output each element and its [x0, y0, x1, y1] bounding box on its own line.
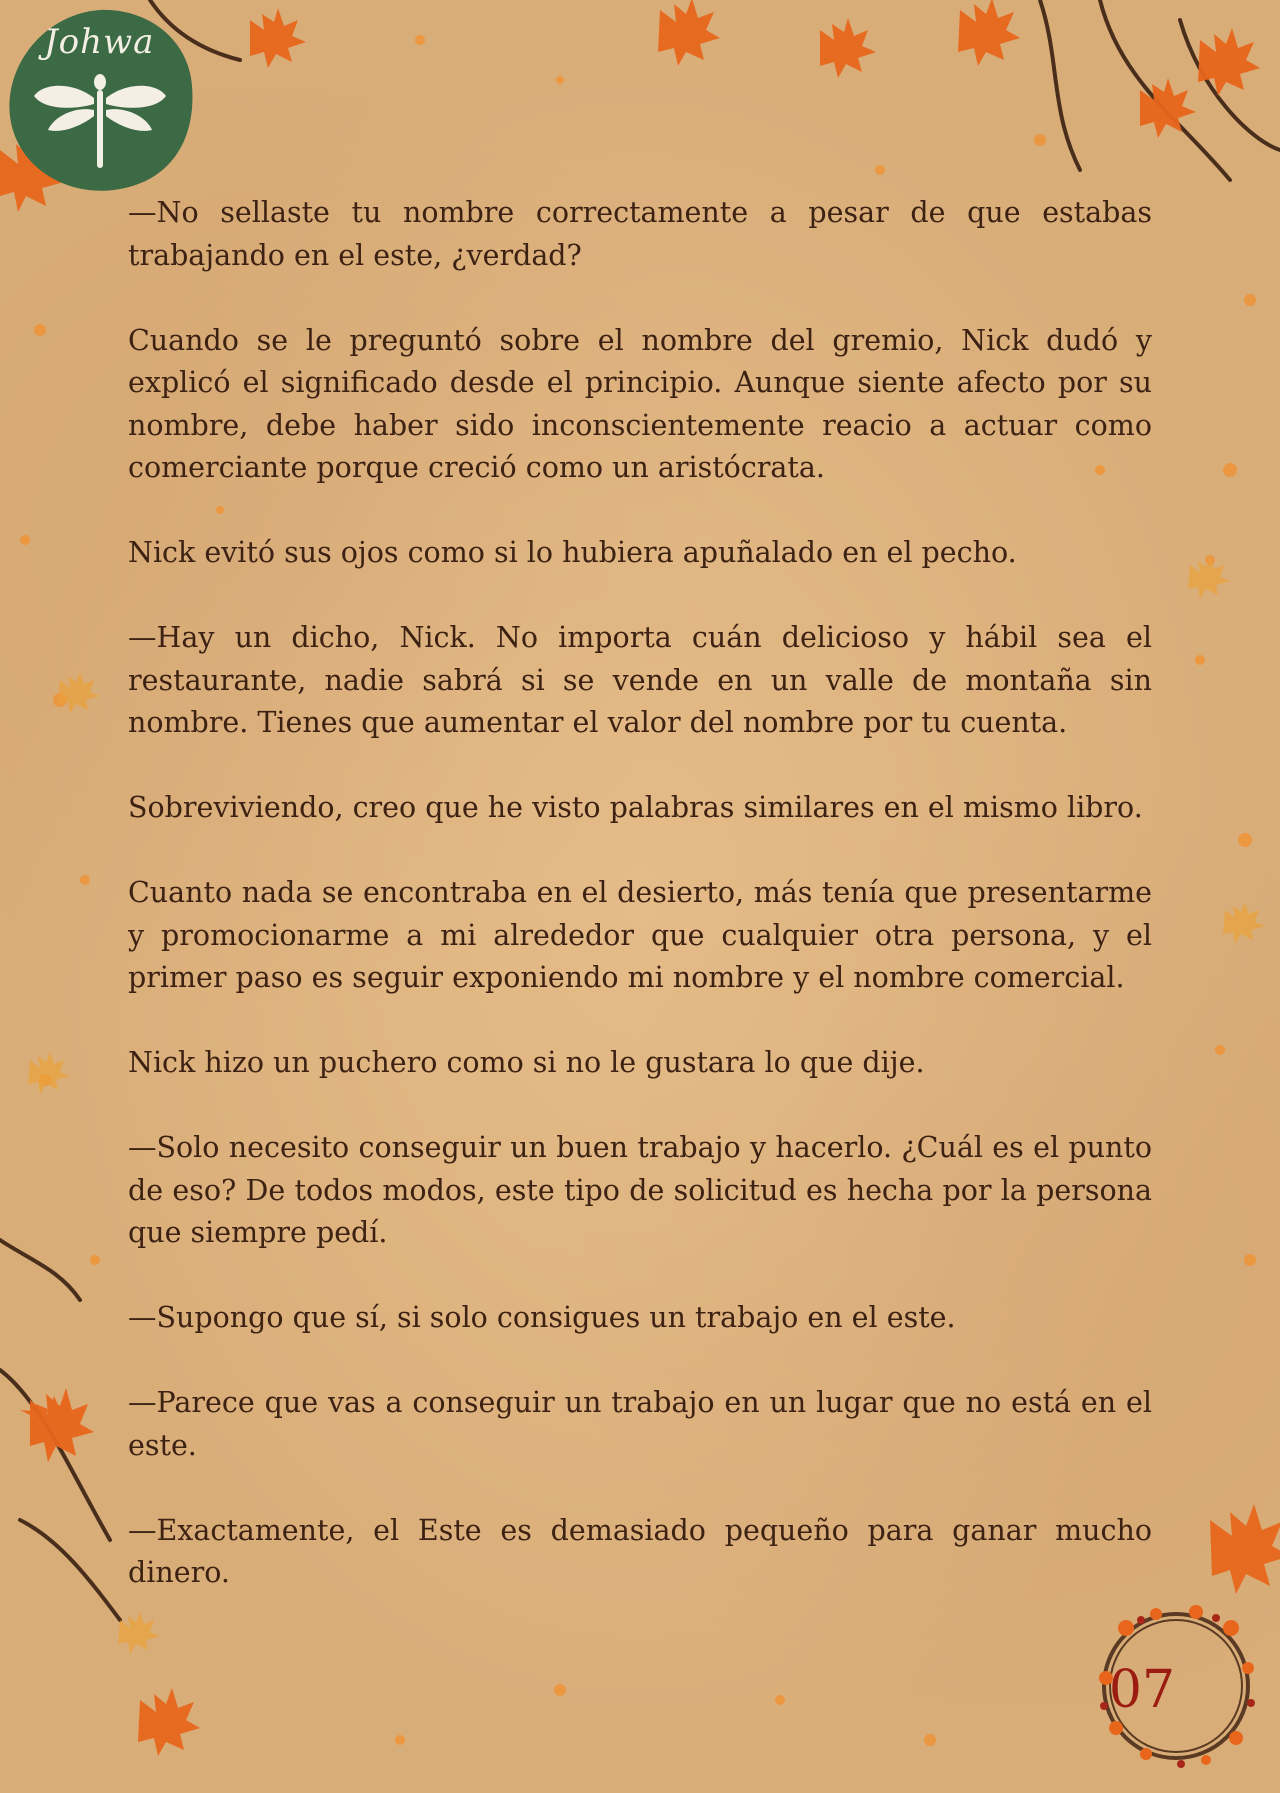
paragraph: Cuanto nada se encontraba en el desierto, más tenía que presentarme y promocionarme a mi alrededor que cualquier otra persona, y el primer paso es seguir exponiendo mi nombre y el nombre comercial. — [128, 876, 1152, 994]
paragraph: —Parece que vas a conseguir un trabajo en un lugar que no está en el este. — [128, 1386, 1152, 1462]
johwa-logo — [4, 6, 196, 194]
paragraph: —Hay un dicho, Nick. No importa cuán delicioso y hábil sea el restaurante, nadie sabrá si se vende en un valle de montaña sin nombre. Tienes que aumentar el valor del nombre por tu cuenta. — [128, 621, 1152, 739]
page-number: 07 — [1108, 1660, 1176, 1720]
paragraph: —No sellaste tu nombre correctamente a pesar de que estabas trabajando en el este, ¿verdad? — [128, 196, 1152, 272]
story-text — [128, 192, 1152, 1637]
paragraph: —Exactamente, el Este es demasiado pequeño para ganar mucho dinero. — [128, 1513, 1152, 1589]
paragraph: —Supongo que sí, si solo consigues un trabajo en el este. — [128, 1301, 956, 1334]
paragraph: Nick hizo un puchero como si no le gustara lo que dije. — [128, 1046, 925, 1079]
paragraph: —Solo necesito conseguir un buen trabajo y hacerlo. ¿Cuál es el punto de eso? De todos modos, este tipo de solicitud es hecha por la persona que siempre pedí. — [128, 1131, 1152, 1249]
paragraph: Cuando se le preguntó sobre el nombre del gremio, Nick dudó y explicó el significado desde el principio. Aunque siente afecto por su nombre, debe haber sido inconscientemente reacio a actuar como comerciante porque creció como un aristócrata. — [128, 323, 1152, 484]
logo-text: Johwa — [44, 22, 155, 62]
paragraph: Sobreviviendo, creo que he visto palabras similares en el mismo libro. — [128, 791, 1143, 824]
paragraph: Nick evitó sus ojos como si lo hubiera apuñalado en el pecho. — [128, 536, 1017, 569]
